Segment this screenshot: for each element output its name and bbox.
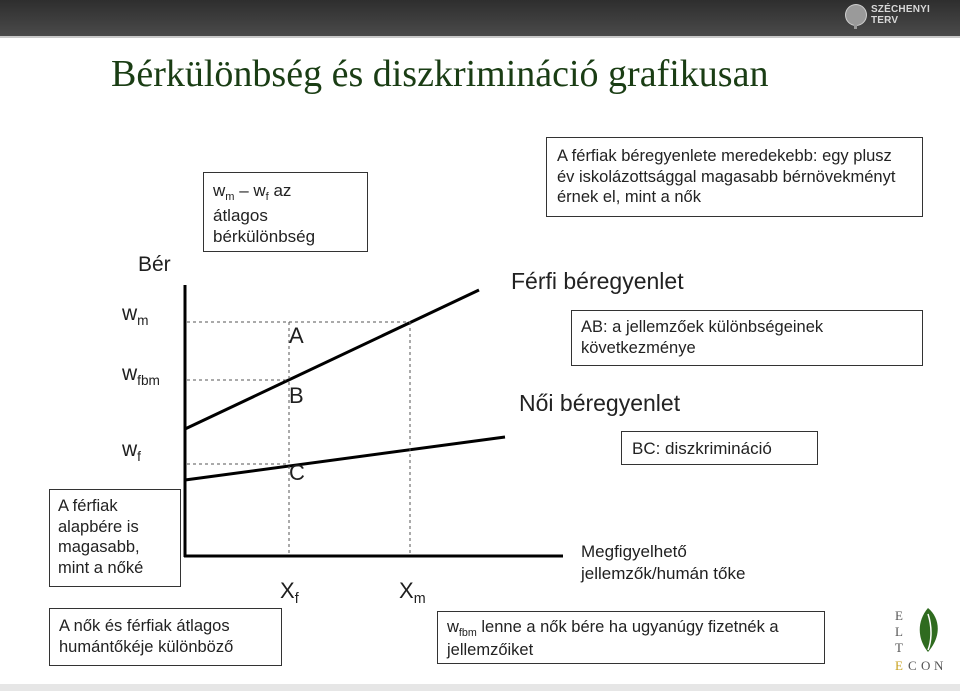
base-wage-box: A férfiak alapbére is magasabb, mint a nőké bbox=[49, 489, 181, 587]
xm-label: $X_m$ bbox=[399, 578, 426, 607]
male-equation-label: Férfi béregyenlet bbox=[511, 268, 684, 294]
male-wage-line bbox=[185, 290, 479, 429]
szechenyi-logo-text: SZÉCHENYI TERV bbox=[870, 4, 930, 26]
x-axis-description: Megfigyelhető jellemzők/humán tőke bbox=[581, 542, 746, 584]
xf-label: $X_f$ bbox=[280, 578, 299, 607]
elte-econ-logo: E L T E C O N bbox=[895, 608, 944, 673]
female-wage-line bbox=[185, 437, 505, 480]
page-title: Bérkülönbség és diszkrimináció grafikusan bbox=[111, 53, 769, 95]
footer-bar bbox=[0, 684, 960, 691]
human-capital-box: A nők és férfiak átlagos humántőkéje különböző bbox=[49, 608, 282, 666]
wfbm-label: $w_{fbm}$ bbox=[122, 362, 160, 388]
wf-label: $w_f$ bbox=[122, 438, 141, 464]
ab-explanation-box: AB: a jellemzőek különbségeinek következménye bbox=[571, 310, 923, 366]
segment-a-label: A bbox=[289, 323, 304, 348]
female-equation-label: Női béregyenlet bbox=[519, 390, 681, 416]
male-steeper-box: A férfiak béregyenlete meredekebb: egy plusz év iskolázottsággal magasabb bérnövekményt érnek el, mint a nők bbox=[546, 137, 923, 217]
bc-explanation-box: BC: diszkrimináció bbox=[621, 431, 818, 465]
y-axis-label: Bér bbox=[138, 253, 171, 276]
wage-gap-box: $w_m - w_f$ az átlagos bérkülönbség bbox=[203, 172, 368, 252]
wm-label: $w_m$ bbox=[122, 302, 149, 328]
segment-b-label: B bbox=[289, 383, 304, 408]
wfbm-note-box: $w_{fbm}$ lenne a nők bére ha ugyanúgy fizetnék a jellemzőiket bbox=[437, 611, 825, 664]
segment-c-label: C bbox=[289, 460, 305, 485]
leaf-logo-icon bbox=[912, 606, 944, 656]
